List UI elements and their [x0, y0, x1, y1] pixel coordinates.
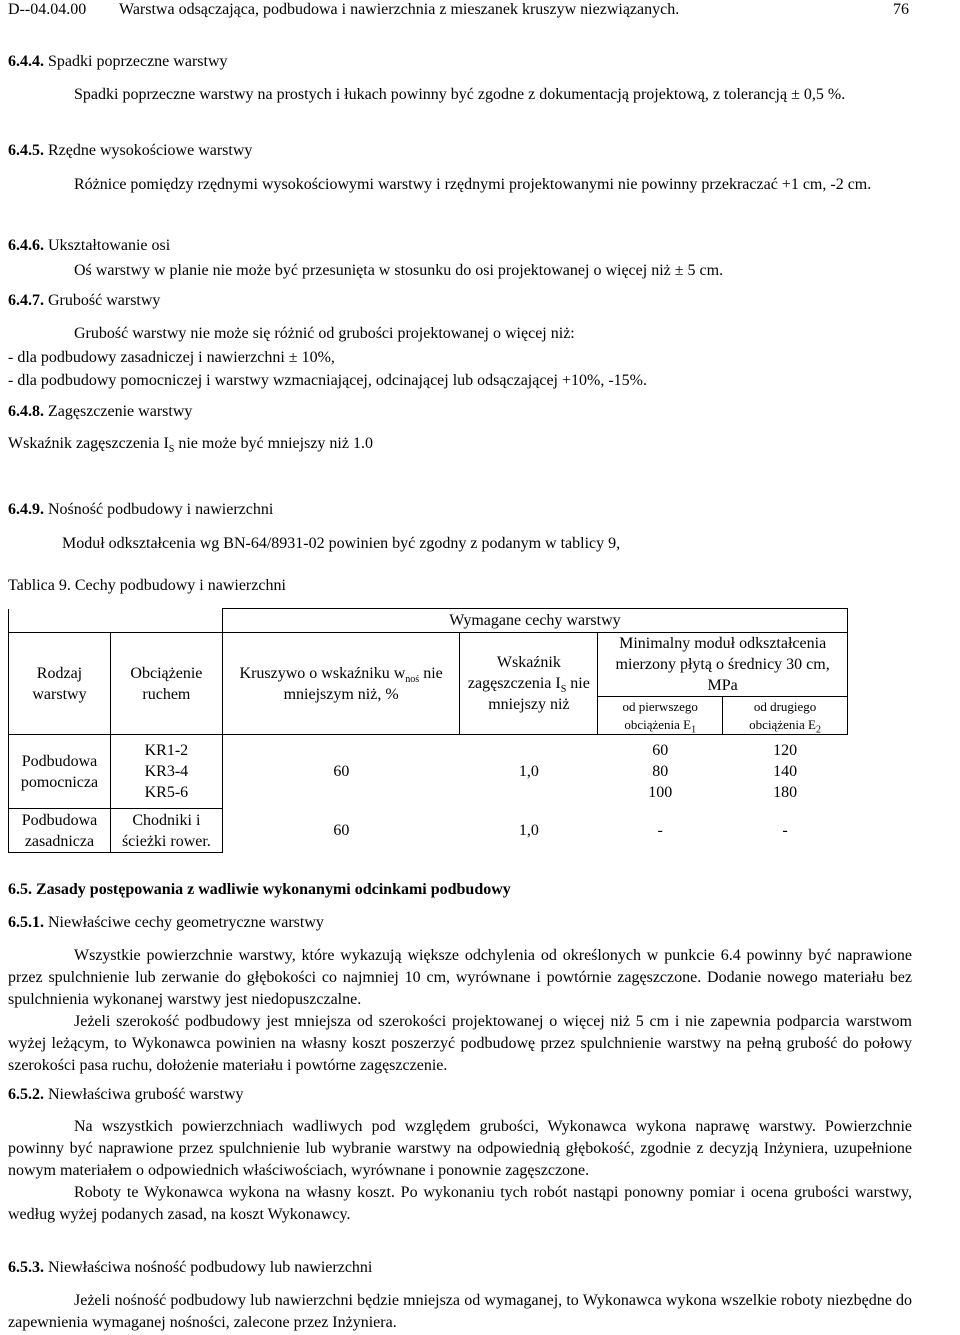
- section-heading: 6.4.6. Ukształtowanie osi: [8, 237, 171, 254]
- cell-rodzaj: Podbudowa zasadnicza: [9, 809, 111, 853]
- section-heading: 6.4.9. Nośność podbudowy i nawierzchni: [8, 501, 274, 518]
- section-text: Spadki poprzeczne warstwy na prostych i łukach powinny być zgodne z dokumentacją projektową, z tolerancją ± 0,5 %.: [74, 86, 846, 103]
- table-9: [8, 608, 848, 853]
- section-text: Jeżeli nośność podbudowy lub nawierzchni będzie mniejsza od wymaganej, to Wykonawca wykona wszelkie roboty niezbędne do zapewnienia wymaganej nośności, zalecone przez Inżyniera.: [8, 1292, 912, 1331]
- cell-e1: 60 80 100: [648, 742, 673, 802]
- page-header: [8, 0, 912, 20]
- section-text: Wszystkie powierzchnie warstwy, które wykazują większe odchylenia od określonych w punkcie 6.4 powinny być naprawione przez spulchnienie lub zerwanie do głębokości co najmniej 10 cm, wyrównane i powtórnie zagęszczone. Dodanie nowego materiału bez spulchnienia wykonanej warstwy jest niedopuszczalne. Jeżeli szerokość podbudowy jest mniejsza od szerokości projektowanej o więcej niż 5 cm i nie zapewnia podparcia warstwom wyżej leżącym, to Wykonawca powinien na własny koszt poszerzyć podbudowę przez spulchnienie warstwy na pełną grubość do połowy szerokości pasa ruchu, dołożenie materiału i powtórne zagęszczenie.: [8, 947, 912, 1074]
- table-row: [9, 735, 848, 809]
- cell-wskaznik: 1,0: [518, 822, 539, 839]
- section-text: Oś warstwy w planie nie może być przesunięta w stosunku do osi projektowanej o więcej niż ± 5 cm.: [74, 262, 724, 279]
- col-header-obciazenie: Obciążenie ruchem: [110, 633, 222, 735]
- section-heading: 6.4.5. Rzędne wysokościowe warstwy: [8, 142, 253, 159]
- cell-rodzaj: Podbudowa pomocnicza: [9, 735, 111, 809]
- section-text: Moduł odkształcenia wg BN-64/8931-02 powinien być zgodny z podanym w tablicy 9,: [62, 535, 621, 552]
- section-heading: 6.5.3. Niewłaściwa nośność podbudowy lub nawierzchni: [8, 1259, 373, 1276]
- list-item: - dla podbudowy zasadniczej i nawierzchni ± 10%,: [8, 349, 335, 366]
- cell-wskaznik: 1,0: [518, 763, 539, 781]
- section-heading: 6.5. Zasady postępowania z wadliwie wykonanymi odcinkami podbudowy: [8, 881, 511, 898]
- section-heading: 6.4.7. Grubość warstwy: [8, 292, 161, 309]
- col-header-modul: Minimalny moduł odkształcenia mierzony płytą o średnicy 30 cm, MPa: [598, 633, 848, 697]
- section-heading: 6.4.8. Zagęszczenie warstwy: [8, 403, 193, 420]
- cell-kruszywo: 60: [333, 822, 350, 839]
- col-header-e2: od drugiego obciążenia $E_2$: [723, 697, 848, 735]
- section-text: Różnice pomiędzy rzędnymi wysokościowymi warstwy i rzędnymi projektowanymi nie powinny przekraczać +1 cm, -2 cm.: [74, 176, 872, 193]
- section-heading: 6.5.1. Niewłaściwe cechy geometryczne warstwy: [8, 914, 324, 931]
- col-header-e1: od pierwszego obciążenia $E_1$: [598, 697, 723, 735]
- section-heading: 6.5.2. Niewłaściwa grubość warstwy: [8, 1086, 244, 1103]
- page-number: 76: [893, 1, 909, 18]
- section-text: Na wszystkich powierzchniach wadliwych pod względem grubości, Wykonawca wykona naprawę warstwy. Powierzchnie powinny być naprawione przez spulchnienie lub wybranie warstwy na odpowiednią głębokość, zgodnie z decyzją Inżyniera, uzupełnione nowym materiałem o odpowiednich właściwościach, wyrównane i ponownie zagęszczone. Roboty te Wykonawca wykona na własny koszt. Po wykonaniu tych robót nastąpi ponowny pomiar i ocena grubości warstwy, według wyżej podanych zasad, na koszt Wykonawcy.: [8, 1118, 912, 1223]
- doc-title: Warstwa odsączająca, podbudowa i nawierzchnia z mieszanek kruszyw niezwiązanych.: [119, 1, 680, 18]
- section-text: Grubość warstwy nie może się różnić od grubości projektowanej o więcej niż:: [74, 325, 575, 342]
- section-text: Wskaźnik zagęszczenia $I_S$ nie może być mniejszy niż 1.0: [8, 435, 373, 456]
- list-item: - dla podbudowy pomocniczej i warstwy wzmacniającej, odcinającej lub odsączającej +10%, -15%.: [8, 372, 647, 389]
- doc-code: D--04.04.00: [8, 1, 87, 18]
- section-heading: 6.4.4. Spadki poprzeczne warstwy: [8, 53, 228, 70]
- table-caption: Tablica 9. Cechy podbudowy i nawierzchni: [8, 577, 286, 594]
- cell-kruszywo: 60: [333, 763, 350, 781]
- cell-e1: -: [657, 822, 663, 839]
- cell-e2: -: [782, 822, 788, 839]
- col-header-kruszywo: Kruszywo o wskaźniku $w_{noś}$ nie mniejszym niż, %: [222, 633, 460, 735]
- group-header: Wymagane cechy warstwy: [222, 609, 847, 633]
- cell-obciazenie: KR1-2 KR3-4 KR5-6: [110, 735, 222, 809]
- col-header-rodzaj: Rodzaj warstwy: [9, 633, 111, 735]
- col-header-wskaznik: Wskaźnik zagęszczenia $I_S$ nie mniejszy niż: [460, 633, 598, 735]
- cell-e2: 120 140 180: [773, 742, 798, 802]
- table-row: [9, 809, 848, 853]
- cell-obciazenie: Chodniki i ścieżki rower.: [110, 809, 222, 853]
